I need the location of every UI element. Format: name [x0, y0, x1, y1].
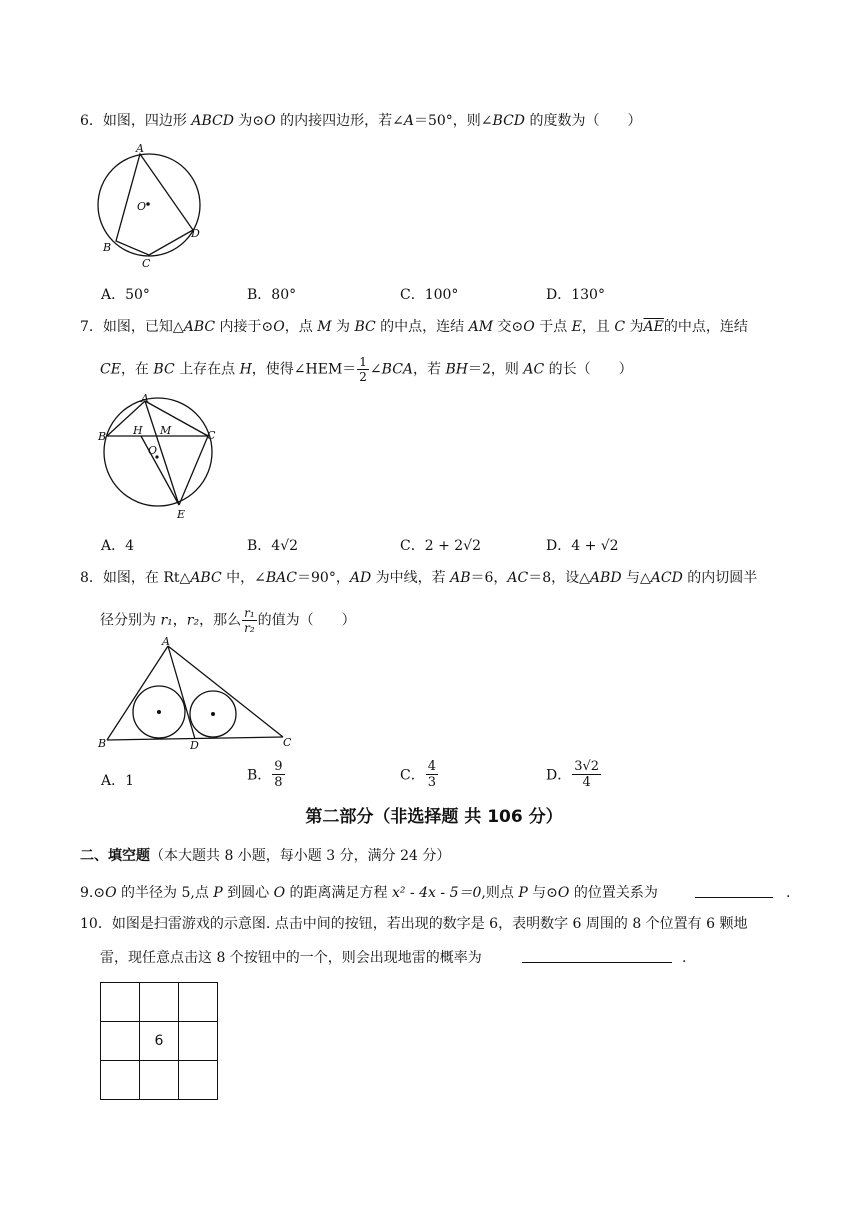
fig6-label-b: B — [103, 241, 112, 254]
q6-option-d[interactable]: D．130° — [546, 287, 605, 303]
grid-cell[interactable] — [179, 1022, 218, 1061]
fig6-label-c: C — [142, 257, 151, 270]
grid-cell-center[interactable]: 6 — [140, 1022, 179, 1061]
question-8-line2: 径分别为 r₁，r₂，那么 $\frac{\text{r₁}}{\text{r₂}}$ 的值为（ ） — [100, 606, 356, 635]
minesweeper-grid — [100, 982, 218, 1100]
question-10-line2: 雷，现任意点击这 8 个按钮中的一个，则会出现地雷的概率为 — [100, 950, 482, 966]
fig8-label-d: D — [190, 739, 199, 752]
q7-option-b[interactable]: B．4√2 — [247, 538, 299, 554]
arc-ae: $\overline{AE}$ — [643, 319, 664, 335]
fig6-label-o: O — [137, 200, 147, 213]
question-7-line2: CE，在 BC 上存在点 H，使得∠HEM＝ $\frac{1}{2}$ ∠BCA，若 BH＝2，则 AC 的长（ ） — [100, 355, 633, 384]
q10-end-period: . — [682, 950, 687, 966]
figure-q8-right-triangle — [95, 636, 300, 752]
fig8-label-c: C — [283, 736, 292, 749]
fig7-label-b: B — [98, 430, 107, 443]
q9-end-period: . — [786, 885, 791, 901]
grid-cell[interactable] — [140, 1061, 179, 1100]
fig7-label-o: O — [148, 444, 158, 457]
q9-answer-blank[interactable] — [695, 883, 773, 898]
q7-option-c[interactable]: C．2 + 2√2 — [400, 538, 481, 554]
q6-option-b[interactable]: B．80° — [247, 287, 297, 303]
question-8-line1: 8．如图，在 Rt△ABC 中，∠BAC＝90°，AD 为中线，若 AB＝6，AC＝8，设△ABD 与△ACD 的内切圆半 — [80, 570, 758, 586]
q7-option-a[interactable]: A．4 — [101, 538, 135, 554]
grid-cell[interactable] — [101, 983, 140, 1022]
question-6-text: 6．如图，四边形 ABCD 为⊙O 的内接四边形，若∠A＝50°，则∠BCD 的度数为（ ） — [80, 113, 642, 129]
fig7-label-a: A — [141, 392, 149, 405]
fig8-label-b: B — [98, 737, 107, 750]
grid-cell[interactable] — [101, 1022, 140, 1061]
q8-option-a[interactable]: A．1 — [101, 773, 135, 789]
fig7-label-m: M — [160, 424, 172, 437]
question-10-line1: 10．如图是扫雷游戏的示意图. 点击中间的按钮，若出现的数字是 6，表明数字 6 周围的 8 个位置有 6 颗地 — [80, 916, 748, 932]
fig7-label-h: H — [133, 424, 143, 437]
fig7-label-c: C — [207, 429, 216, 442]
q10-answer-blank[interactable] — [522, 948, 672, 963]
q6-option-a[interactable]: A．50° — [101, 287, 150, 303]
q6-option-c[interactable]: C．100° — [400, 287, 459, 303]
fraction-half: $\frac{1}{2}$ — [359, 355, 367, 384]
question-7-line1: 7．如图，已知△ABC 内接于⊙O，点 M 为 BC 的中点，连结 AM 交⊙O 于点 E，且 C 为$\overline{AE}$的中点，连结 — [80, 319, 748, 335]
part-two-title: 第二部分（非选择题 共 106 分） — [305, 807, 563, 827]
fig8-label-a: A — [162, 636, 170, 648]
fig7-label-e: E — [177, 508, 186, 521]
q8-option-d[interactable]: D． $\frac{3√2}{4}$ — [546, 759, 600, 790]
q8-option-b[interactable]: B． $\frac{9}{8}$ — [247, 759, 283, 790]
question-9-text: 9.⊙O 的半径为 5,点 P 到圆心 O 的距离满足方程 x² - 4x - 5＝0,则点 P 与⊙O 的位置关系为 — [80, 885, 658, 901]
q7-option-d[interactable]: D．4 + √2 — [546, 538, 619, 554]
grid-cell[interactable] — [179, 983, 218, 1022]
section-fill-in-blank-header: 二、填空题（本大题共 8 小题，每小题 3 分，满分 24 分） — [80, 848, 451, 864]
fraction-r1-r2: $\frac{\text{r₁}}{\text{r₂}}$ — [244, 606, 255, 635]
figure-q6-cyclic-quadrilateral — [90, 140, 220, 272]
fig6-label-d: D — [191, 227, 200, 240]
fig6-label-a: A — [136, 142, 144, 155]
grid-cell[interactable] — [179, 1061, 218, 1100]
grid-cell[interactable] — [101, 1061, 140, 1100]
q8-option-c[interactable]: C． $\frac{4}{3}$ — [400, 759, 436, 790]
grid-cell[interactable] — [140, 983, 179, 1022]
figure-q7-inscribed-triangle — [95, 390, 225, 522]
